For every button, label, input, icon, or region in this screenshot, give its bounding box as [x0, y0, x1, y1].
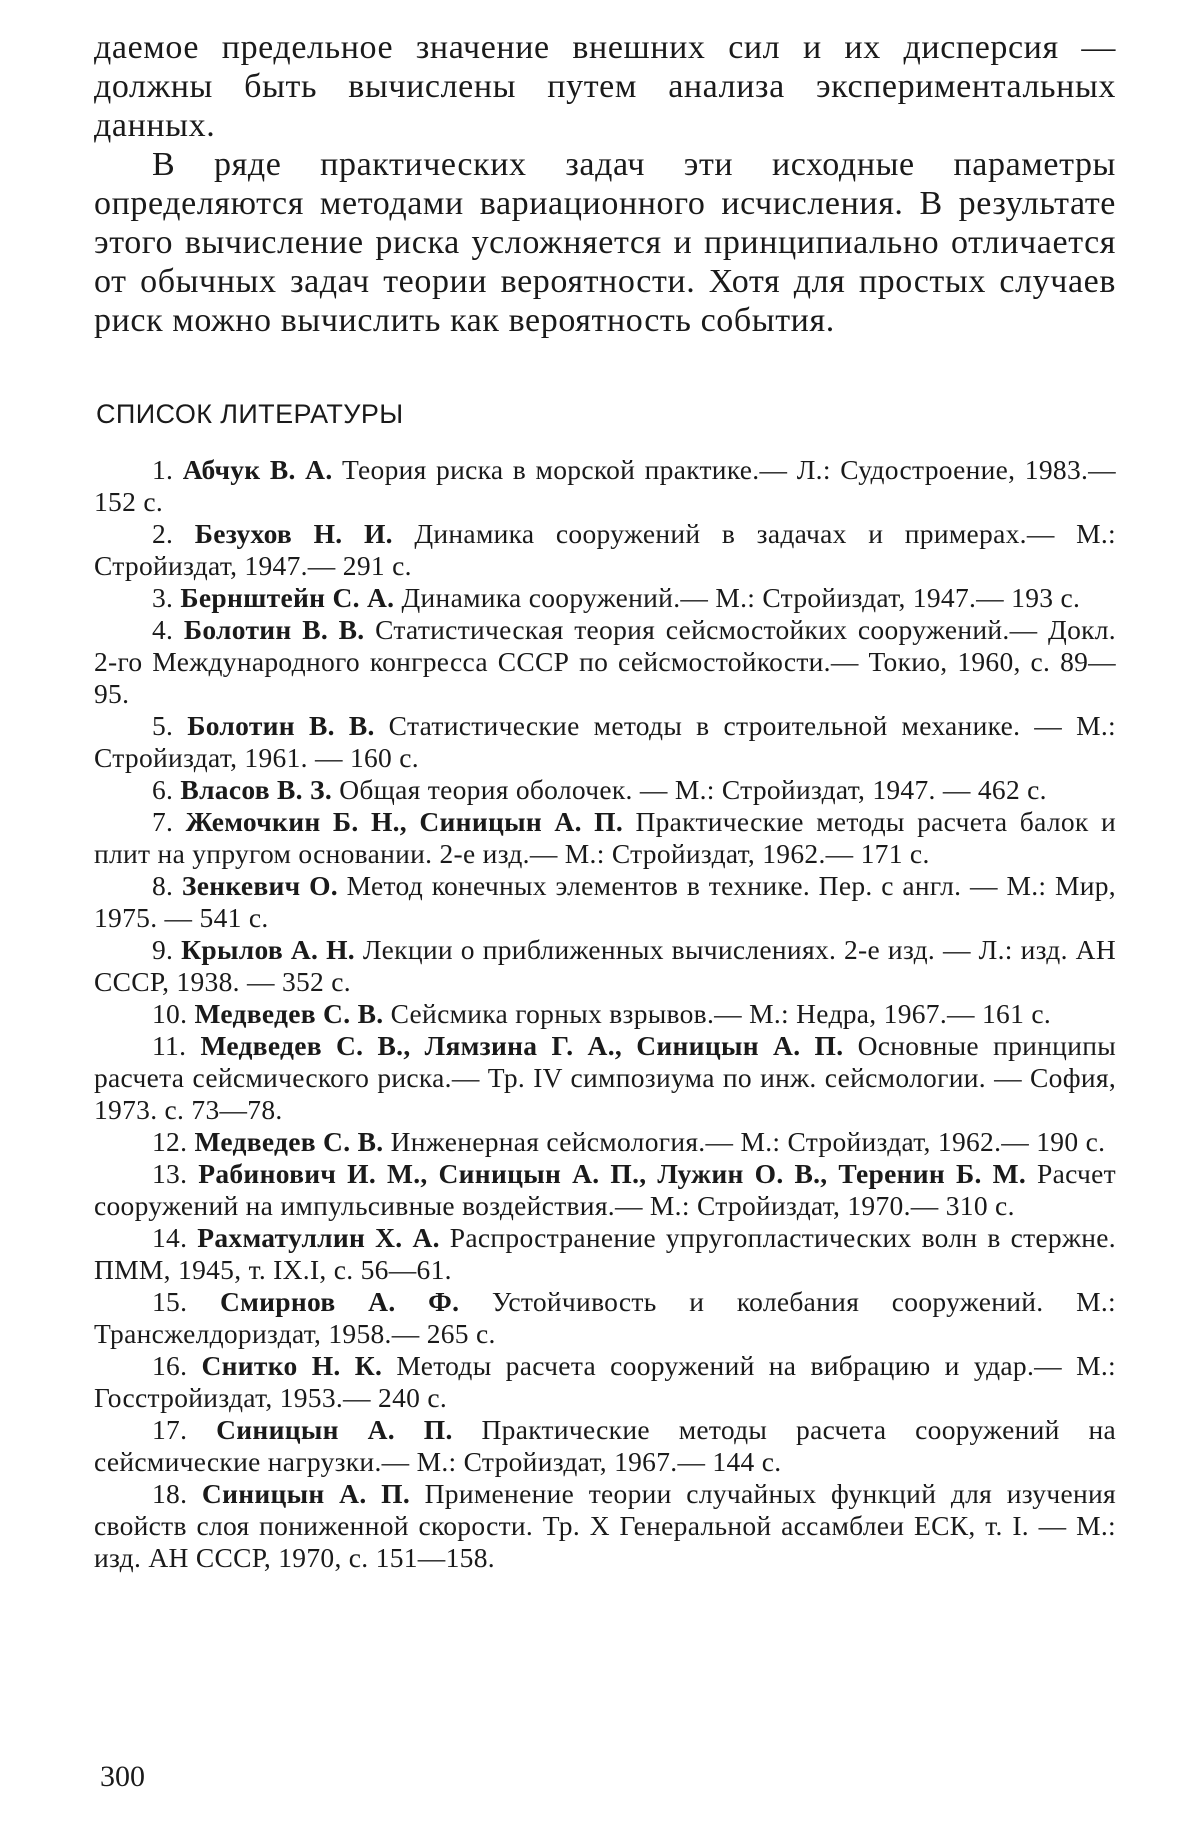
reference-item	[94, 614, 1116, 710]
reference-author: Крылов А. Н.	[181, 934, 355, 965]
reference-text: Сейсмика горных взрывов.— М.: Недра, 1967.— 161 с.	[390, 998, 1051, 1029]
reference-number: 2.	[152, 518, 174, 549]
reference-text: Статистическая теория сейсмостойких сооружений.— Докл. 2-го Международного конгресса СССР по сейсмостойкости.— Токио, 1960, с. 89—95.	[94, 614, 1116, 709]
reference-author: Медведев С. В.	[194, 998, 384, 1029]
reference-item	[94, 1030, 1116, 1126]
reference-number: 11.	[152, 1030, 187, 1061]
reference-item	[94, 934, 1116, 998]
reference-item	[94, 1350, 1116, 1414]
reference-number: 9.	[152, 934, 174, 965]
reference-author: Болотин В. В.	[187, 710, 375, 741]
reference-number: 15.	[152, 1286, 188, 1317]
reference-number: 6.	[152, 774, 174, 805]
reference-author: Медведев С. В., Лямзина Г. А., Синицын А. П.	[200, 1030, 844, 1061]
reference-author: Синицын А. П.	[216, 1414, 453, 1445]
reference-author: Бернштейн С. А.	[180, 582, 395, 613]
reference-text: Динамика сооружений.— М.: Стройиздат, 1947.— 193 с.	[401, 582, 1081, 613]
reference-item	[94, 710, 1116, 774]
reference-item	[94, 1222, 1116, 1286]
reference-author: Жемочкин Б. Н., Синицын А. П.	[185, 806, 624, 837]
reference-author: Смирнов А. Ф.	[219, 1286, 460, 1317]
reference-number: 16.	[152, 1350, 188, 1381]
reference-number: 17.	[152, 1414, 188, 1445]
reference-author: Рабинович И. М., Синицын А. П., Лужин О. В., Теренин Б. М.	[198, 1158, 1027, 1189]
reference-number: 14.	[152, 1222, 188, 1253]
reference-text: Применение теории случайных функций для изучения свойств слоя пониженной скорости. Тр. Х Генеральной ассамблеи ЕСК, т. I. — М.: изд. АН СССР, 1970, с. 151—158.	[94, 1478, 1116, 1573]
reference-text: Распространение упругопластических волн в стержне. ПММ, 1945, т. IX.I, с. 56—61.	[94, 1222, 1116, 1285]
reference-number: 3.	[152, 582, 174, 613]
reference-text: Инженерная сейсмология.— М.: Стройиздат, 1962.— 190 с.	[390, 1126, 1106, 1157]
reference-text: Практические методы расчета балок и плит на упругом основании. 2-е изд.— М.: Стройиздат, 1962.— 171 с.	[94, 806, 1116, 869]
reference-text: Общая теория оболочек. — М.: Стройиздат, 1947. — 462 с.	[339, 774, 1047, 805]
reference-number: 4.	[152, 614, 174, 645]
reference-text: Лекции о приближенных вычислениях. 2-е изд. — Л.: изд. АН СССР, 1938. — 352 с.	[94, 934, 1116, 997]
reference-number: 13.	[152, 1158, 188, 1189]
reference-item	[94, 1286, 1116, 1350]
reference-number: 1.	[152, 454, 174, 485]
reference-number: 7.	[152, 806, 174, 837]
reference-text: Методы расчета сооружений на вибрацию и удар.— М.: Госстройиздат, 1953.— 240 с.	[94, 1350, 1116, 1413]
reference-author: Синицын А. П.	[201, 1478, 410, 1509]
reference-item	[94, 454, 1116, 518]
reference-item	[94, 582, 1116, 614]
reference-text: Статистические методы в строительной механике. — М.: Стройиздат, 1961. — 160 с.	[94, 710, 1116, 773]
page-number: 300	[100, 1760, 145, 1793]
reference-text: Устойчивость и колебания сооружений. М.: Трансжелдориздат, 1958.— 265 с.	[94, 1286, 1116, 1349]
reference-item	[94, 1158, 1116, 1222]
reference-item	[94, 1478, 1116, 1574]
reference-item	[94, 870, 1116, 934]
reference-author: Власов В. З.	[180, 774, 333, 805]
reference-number: 18.	[152, 1478, 188, 1509]
reference-item	[94, 774, 1116, 806]
reference-number: 12.	[152, 1126, 188, 1157]
reference-text: Практические методы расчета сооружений на сейсмические нагрузки.— М.: Стройиздат, 1967.— 144 с.	[94, 1414, 1116, 1477]
reference-author: Медведев С. В.	[194, 1126, 384, 1157]
reference-item	[94, 1126, 1116, 1158]
reference-author: Безухов Н. И.	[194, 518, 393, 549]
reference-item	[94, 1414, 1116, 1478]
reference-text: Метод конечных элементов в технике. Пер. с англ. — М.: Мир, 1975. — 541 с.	[94, 870, 1116, 933]
references-list	[94, 454, 1116, 1574]
reference-number: 10.	[152, 998, 188, 1029]
reference-author: Снитко Н. К.	[201, 1350, 383, 1381]
reference-text: Динамика сооружений в задачах и примерах.— М.: Стройиздат, 1947.— 291 с.	[94, 518, 1116, 581]
reference-text: Теория риска в морской практике.— Л.: Судостроение, 1983.— 152 с.	[94, 454, 1116, 517]
paragraph-variational-methods: В ряде практических задач эти исходные параметры определяются методами вариационного исчисления. В результате этого вычисление риска усложняется и принципиально отличается от обычных задач теории вероятности. Хотя для простых случаев риск можно вычислить как вероятность события.	[94, 146, 1116, 339]
reference-item	[94, 518, 1116, 582]
reference-number: 8.	[152, 870, 174, 901]
reference-item	[94, 998, 1116, 1030]
references-heading: СПИСОК ЛИТЕРАТУРЫ	[96, 399, 404, 429]
reference-author: Зенкевич О.	[181, 870, 338, 901]
reference-author: Рахматуллин Х. А.	[197, 1222, 440, 1253]
reference-text: Расчет сооружений на импульсивные воздействия.— М.: Стройиздат, 1970.— 310 с.	[94, 1158, 1116, 1221]
reference-text: Основные принципы расчета сейсмического риска.— Тр. IV симпозиума по инж. сейсмологии. — София, 1973. с. 73—78.	[94, 1030, 1117, 1125]
reference-item	[94, 806, 1116, 870]
reference-number: 5.	[152, 710, 174, 741]
paragraph-continuation: даемое предельное значение внешних сил и их дисперсия — должны быть вычислены путем анализа экспериментальных данных.	[94, 29, 1116, 144]
reference-author: Абчук В. А.	[182, 454, 333, 485]
reference-author: Болотин В. В.	[183, 614, 365, 645]
book-page	[94, 28, 1116, 1574]
